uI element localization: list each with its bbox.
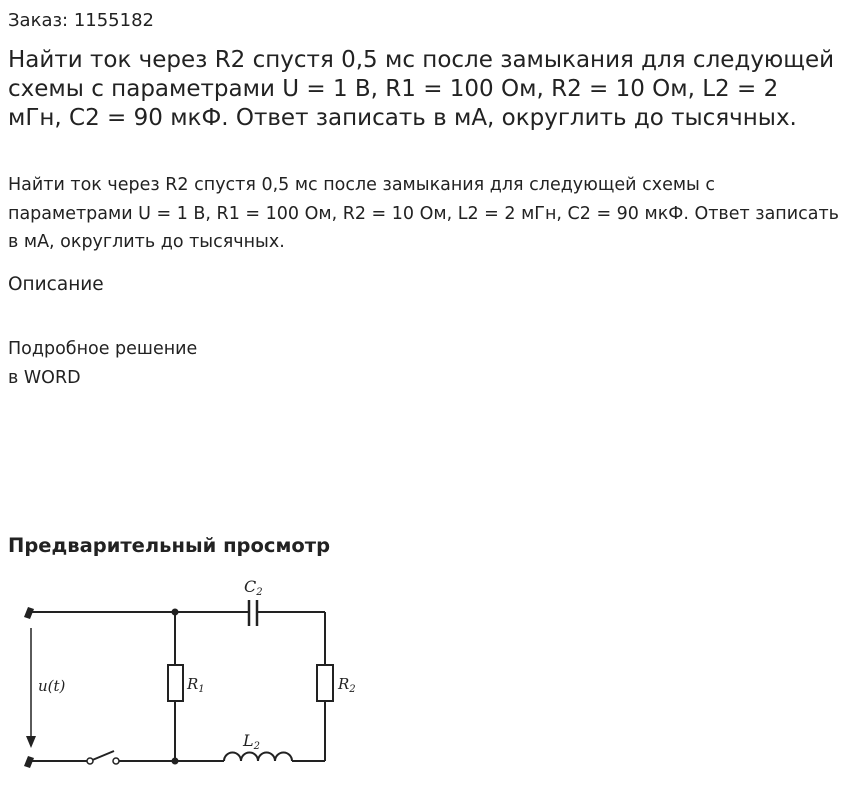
- capacitor-label: [244, 577, 263, 598]
- page-title: Найти ток через R2 спустя 0,5 мс после замыкания для следующей схемы с параметрами U = 1 В, R1 = 100 Ом, R2 = 10 Ом, L2 = 2 мГн, C2 = 90 мкФ. Ответ записать в мА, округлить до тысячных.: [8, 47, 835, 131]
- junction-node: [172, 758, 179, 765]
- r1-label: [186, 675, 205, 695]
- r1-subscript: 1: [198, 684, 205, 695]
- switch-contact: [113, 758, 119, 764]
- inductor-label: [242, 731, 260, 752]
- source-label: u(t): [38, 677, 66, 695]
- capacitor-subscript: 2: [256, 587, 263, 598]
- preview-heading: Предварительный просмотр: [8, 534, 331, 557]
- voltage-arrow-head: [26, 736, 36, 748]
- description-line: в WORD: [8, 367, 81, 388]
- order-number: Заказ: 1155182: [8, 10, 154, 31]
- resistor-r1: [168, 665, 183, 701]
- inductor-subscript: 2: [253, 741, 260, 752]
- inductor-letter: L: [243, 731, 254, 750]
- circuit-preview-image: [20, 570, 366, 774]
- resistor-r2: [317, 665, 333, 701]
- r2-label: [337, 675, 356, 695]
- description-text: [8, 335, 197, 392]
- capacitor-letter: C: [244, 577, 257, 596]
- junction-node: [172, 609, 179, 616]
- r2-subscript: 2: [349, 684, 356, 695]
- inductor-coil: [224, 753, 292, 762]
- r1-letter: R: [187, 675, 199, 693]
- description-line: Подробное решение: [8, 339, 198, 359]
- circuit-diagram: [20, 570, 366, 774]
- switch-blade: [90, 751, 114, 761]
- r2-letter: R: [338, 675, 350, 693]
- description-heading: Описание: [8, 274, 104, 295]
- switch-contact: [87, 758, 93, 764]
- task-summary: Найти ток через R2 спустя 0,5 мс после замыкания для следующей схемы с параметрами U = 1 В, R1 = 100 Ом, R2 = 10 Ом, L2 = 2 мГн, C2 = 90 мкФ. Ответ записать в мА, округлить до тысячных.: [8, 175, 839, 252]
